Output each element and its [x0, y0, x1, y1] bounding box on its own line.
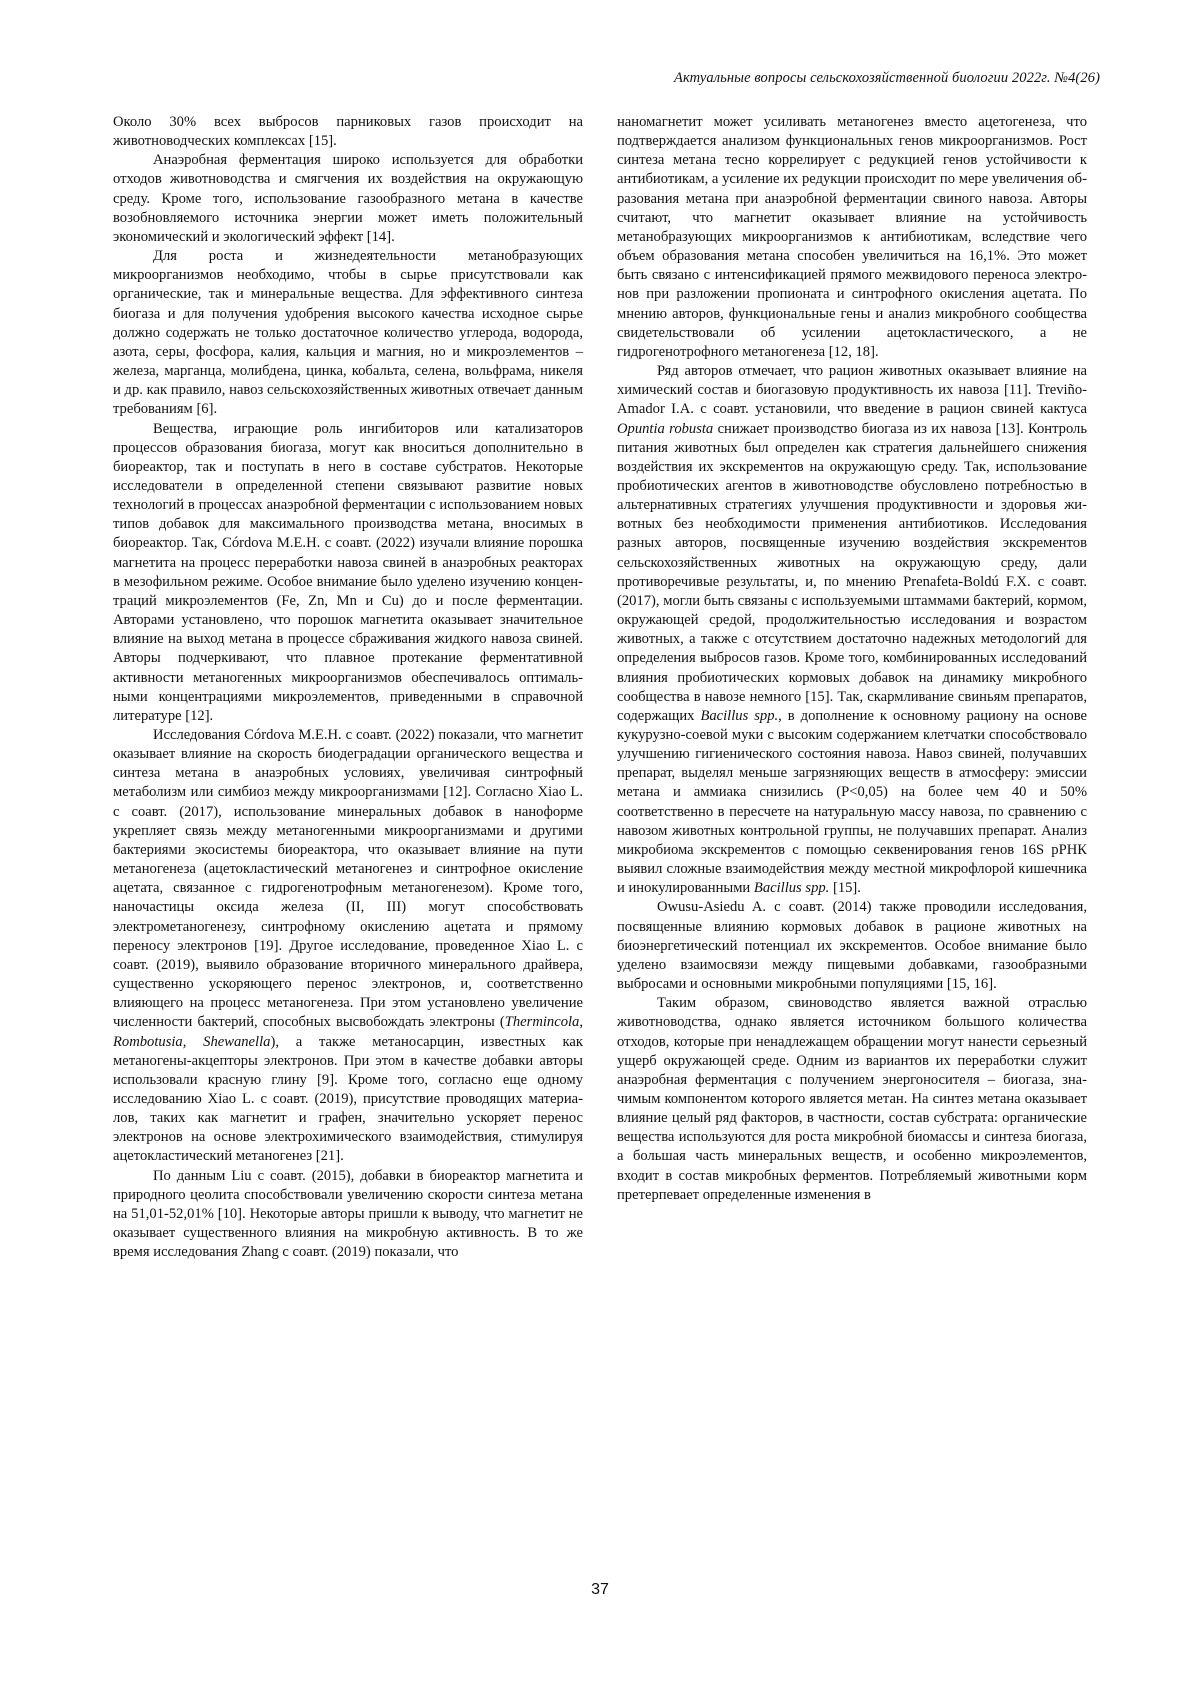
italic-genus: Thermincola	[504, 1014, 580, 1031]
text-run: Ряд авторов отмечает, что рацион животных оказывает влияние на химический состав и биогазовую продуктивность их навоза [11]. Treviño-Amador I.A. с соавт. установили, что введение в рацион свиней кактуса	[617, 363, 1087, 418]
text-run: [15].	[829, 880, 861, 897]
paragraph: Таким образом, свиноводство является важной отраслью животноводства, однако является источником большого количества отходов, которые при ненадлежащем обращении могут нанести серьезный ущерб окружающей среде. Одним из вариантов их переработки служит анаэробная ферментация с получением энергоносителя – биогаза, значимым компонентом которого является метан. На синтез метана оказывает влияние целый ряд факторов, в частности, состав субстрата: органические вещества используются для роста микробной биомассы и синтеза биогаза, а большая часть минеральных веществ, и особенно микроэлементов, входит в состав микробных ферментов. Потребляемый животными корм претерпевает определенные изменения в	[617, 995, 1087, 1203]
italic-genus: Bacillus spp.	[753, 880, 830, 897]
left-column	[113, 113, 583, 1262]
italic-genus: Bacillus spp.	[700, 707, 779, 724]
text-run: ), а также метаносарцин, известных как метаногены-акцепторы электронов. При этом в качестве добавки авторы использовали красную глину [9]. Кроме того, согласно еще одному исследованию Xiao L. с соавт. (2019), присутствие проводящих материалов, таких как магнетит и графен, значительно ускоряет перенос электронов на основе электрохимического взаимодействия, стимулируя ацетокластический метаногенез [21].	[113, 1033, 583, 1165]
journal-header: Актуальные вопросы сельскохозяйственной биологии 2022г. №4(26)	[674, 70, 1100, 86]
italic-species: Opuntia robusta	[617, 420, 714, 437]
italic-genus: Rombotusia, Shewanella	[113, 1033, 271, 1050]
right-column	[617, 113, 1087, 1205]
paragraph	[113, 726, 583, 1167]
paragraph: Около 30% всех выбросов парниковых газов происходит на животноводческих комплексах [15].	[113, 114, 583, 150]
text-run: Исследования Córdova M.E.H. с соавт. (2022) показали, что магнетит оказывает влияние на скорость биодеградации органического вещества и синтеза метана в анаэробных условиях, увеличивая синтрофный метаболизм или симбиоз между микроорганизмами [12]. Согласно Xiao L. с соавт. (2017), использование минеральных добавок в наноформе укрепляет связь между метаногенными микроорганизмами и другими бактериями экосистемы биореактора, что оказывает влияние на пути метаногенеза (ацетокластический метаногенез и синтрофное окисление ацетата, связанное с гидрогенотрофным метаногенезом). Кроме того, наночастицы оксида железа (II, III) могут способствовать электрометаногенезу, синтрофному окислению ацетата и прямому переносу электронов [19]. Другое исследование, проведенное Xiao L. с соавт. (2019), выявило образование вторичного минерального драйвера, существенно ускоряющего перенос электронов, и, соответственно влияющего на процесс метаногенеза. При этом установлено увеличение численности бактерий, способных высвобождать электроны (	[113, 727, 583, 1031]
paragraph: наномагнетит может усиливать метаногенез вместо ацетогенеза, что подтверждается анализом функциональных генов микроорганизмов. Рост синтеза метана тесно коррелирует с редукцией генов устойчивости к антибиотикам, а усиление их редукции происходит по мере увеличения образования метана при анаэробной ферментации свиного навоза. Авторы считают, что магнетит оказывает влияние на устойчивость метанобразующих микроорганизмов к антибиотикам, вследствие чего объем образования метана способен увеличиться на 16,1%. Это может быть связано с интенсификацией прямого межвидового переноса электронов при разложении пропионата и синтрофного окисления ацетата. По мнению авторов, функциональные гены и анализ микробного сообщества свидетельствовали об усилении ацетокластического, а не гидрогенотрофного метаногенеза [12, 18].	[617, 114, 1087, 360]
paragraph	[617, 362, 1087, 898]
page-number: 37	[591, 1581, 609, 1598]
text-run: , в дополнение к основному рациону на основе кукурузно-соевой муки с высоким содержанием клетчатки способствовало улучшению гигиенического состояния навоза. Навоз свиней, получавших препарат, выделял меньше загрязняющих веществ в атмосферу: эмиссии метана и аммиака снизились (P<0,05) на более чем 40 и 50% соответственно в пересчете на натуральную массу навоза, по сравнению с навозом животных контрольной группы, не получавших препарат. Анализ микробиома экскрементов с помощью секвенирования генов 16S рРНК выявил сложные взаимодействия между местной микрофлорой кишечника и инокулированными	[617, 707, 1088, 897]
text-run: снижает производство биогаза из их навоза [13]. Контроль питания животных был определен как стратегия дальнейшего снижения воздействия их экскрементов на окружающую среду. Так, использование пробиотических агентов в животноводстве обусловлено потребностью в альтернативных стратегиях улучшения продуктивности и здоровья животных без необходимости применения антибиотиков. Исследования разных авторов, посвященные изучению воздействия экскрементов сельскохозяйственных животных на окружающую среду, дали противоречивые результаты, и, по мнению Prenafeta-Boldú F.X. с соавт. (2017), могли быть связаны с используемыми штаммами бактерий, кормом, окружающей средой, продолжительностью исследования и возрастом животных, а также с отсутствием достаточно надежных методологий для определения выбросов газов. Кроме того, комбинированных исследований влияния пробиотических кормовых добавок на динамику микробного сообщества в навозе немного [15]. Так, скармливание свиньям препаратов, содержащих	[617, 420, 1087, 724]
text-run: ,	[579, 1014, 583, 1031]
paragraph: Вещества, играющие роль ингибиторов или катализаторов процессов образования биогаза, могут как вноситься дополнительно в биореактор, так и поступать в него в составе субстратов. Некоторые исследователи в определенной степени связывают развитие новых технологий в процессах анаэробной ферментации с использованием новых типов добавок для максимального производства метана, вносимых в биореактор. Так, Córdova M.E.H. с соавт. (2022) изучали влияние порошка магнетита на процесс переработки навоза свиней в анаэробных реакторах в мезофильном режиме. Особое внимание было уделено изучению концентраций микроэлементов (Fe, Zn, Mn и Cu) до и после ферментации. Авторами установлено, что порошок магнетита оказывает значительное влияние на выход метана в процессе сбраживания жидкого навоза свиней. Авторы подчеркивают, что плавное протекание ферментативной активности метаногенных микроорганизмов обеспечивалось оптимальными концентрациями микроэлементов, приведенными в справочной литературе [12].	[113, 420, 583, 724]
paragraph: Для роста и жизнедеятельности метанобразующих микроорганизмов необходимо, чтобы в сырье присутствовали как органические, так и минеральные вещества. Для эффективного синтеза биогаза и для получения удобрения высокого качества исходное сырье должно содержать не только достаточное количество углерода, водорода, азота, серы, фосфора, калия, кальция и магния, но и микроэлементов – железа, марганца, молибдена, цинка, кобальта, селена, вольфрама, никеля и др. как правило, навоз сельскохозяйственных животных отвечает данным требованиям [6].	[113, 248, 583, 418]
paragraph: Owusu-Asiedu A. с соавт. (2014) также проводили исследования, посвященные влиянию кормовых добавок в рационе животных на биоэнергетический потенциал их экскрементов. Особое внимание было уделено взаимосвязи между пищевыми добавками, газообразными выбросами и основными микробными популяциями [15, 16].	[617, 899, 1087, 993]
paragraph: По данным Liu с соавт. (2015), добавки в биореактор магнетита и природного цеолита способствовали увеличению скорости синтеза метана на 51,01-52,01% [10]. Некоторые авторы пришли к выводу, что магнетит не оказывает существенного влияния на микробную активность. В то же время исследования Zhang с соавт. (2019) показали, что	[113, 1167, 583, 1261]
paragraph: Анаэробная ферментация широко используется для обработки отходов животноводства и смягчения их воздействия на окружающую среду. Кроме того, использование газообразного метана в качестве возобновляемого источника энергии может иметь положительный экономический и экологический эффект [14].	[113, 152, 583, 245]
